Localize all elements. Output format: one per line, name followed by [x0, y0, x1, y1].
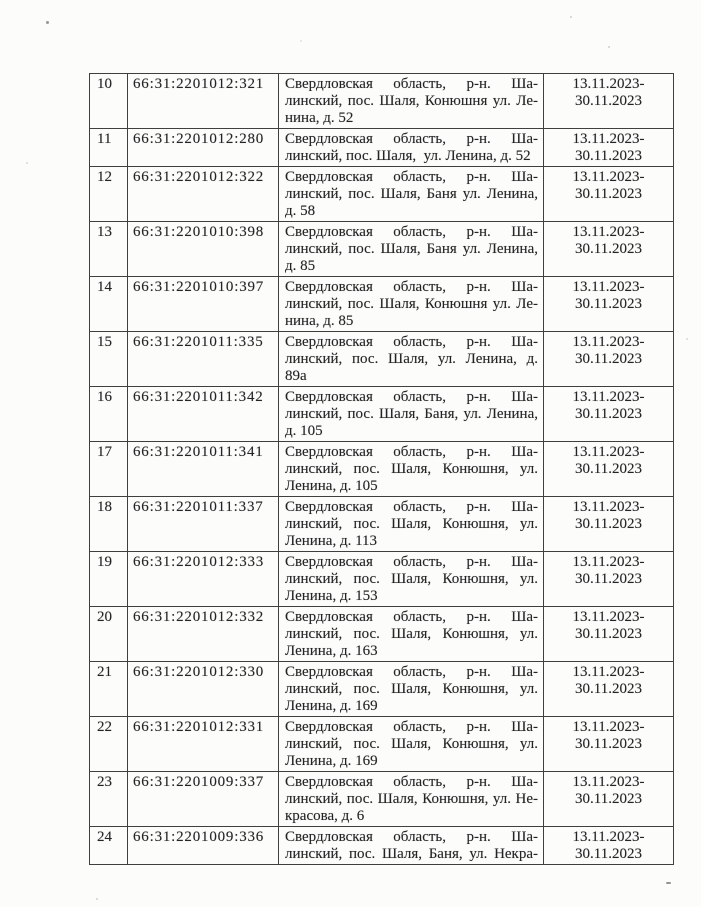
address-cell	[279, 387, 544, 442]
table-row	[90, 332, 674, 387]
address-line: 89а	[285, 368, 307, 384]
cadastral-number-cell: 66:31:2201012:280	[128, 129, 279, 167]
cadastral-number-cell: 66:31:2201012:333	[128, 552, 279, 607]
address-line: Свердловская область, р-н. Ша-	[285, 609, 538, 625]
table-row	[90, 442, 674, 497]
table-row	[90, 662, 674, 717]
period-line: 13.11.2023-	[572, 334, 645, 350]
table-row	[90, 497, 674, 552]
row-number-cell: 22	[90, 717, 128, 772]
table-row	[90, 717, 674, 772]
address-line: Свердловская область, р-н. Ша-	[285, 169, 538, 185]
row-number-cell: 15	[90, 332, 128, 387]
period-cell	[544, 662, 674, 717]
period-line: 13.11.2023-	[572, 554, 645, 570]
address-line: линский, пос. Шаля, Конюшня ул. Ле-	[285, 296, 538, 312]
period-line: 30.11.2023	[575, 516, 642, 532]
period-cell	[544, 717, 674, 772]
period-line: 13.11.2023-	[572, 76, 645, 92]
address-line: линский, пос. Шаля, Баня, ул. Некра-	[285, 846, 538, 862]
period-line: 30.11.2023	[575, 241, 642, 257]
address-cell	[279, 607, 544, 662]
row-number-cell: 10	[90, 74, 128, 129]
period-line: 13.11.2023-	[572, 389, 645, 405]
cadastral-number-cell: 66:31:2201012:322	[128, 167, 279, 222]
row-number-cell: 20	[90, 607, 128, 662]
scan-speck	[686, 338, 688, 340]
address-line: д. 105	[285, 423, 323, 439]
period-cell	[544, 772, 674, 827]
period-line: 30.11.2023	[575, 571, 642, 587]
row-number-cell: 11	[90, 129, 128, 167]
scan-speck	[300, 40, 302, 42]
period-cell	[544, 277, 674, 332]
row-number-cell: 19	[90, 552, 128, 607]
period-line: 13.11.2023-	[572, 499, 645, 515]
row-number-cell: 13	[90, 222, 128, 277]
row-number-cell: 14	[90, 277, 128, 332]
address-line: линский, пос. Шаля, Конюшня, ул.	[285, 736, 538, 752]
period-line: 30.11.2023	[575, 148, 642, 164]
table-row	[90, 607, 674, 662]
period-line: 13.11.2023-	[572, 829, 645, 845]
address-line: линский, пос. Шаля, ул. Ленина, д.	[285, 351, 538, 367]
table-row	[90, 387, 674, 442]
address-line: Свердловская область, р-н. Ша-	[285, 279, 538, 295]
address-cell	[279, 497, 544, 552]
period-line: 13.11.2023-	[572, 131, 645, 147]
row-number-cell: 17	[90, 442, 128, 497]
address-cell	[279, 552, 544, 607]
cadastral-number-cell: 66:31:2201012:321	[128, 74, 279, 129]
cadastral-number-cell: 66:31:2201011:341	[128, 442, 279, 497]
period-cell	[544, 497, 674, 552]
address-line: Свердловская область, р-н. Ша-	[285, 719, 538, 735]
address-line: линский, пос. Шаля, Конюшня, ул.	[285, 626, 538, 642]
period-line: 30.11.2023	[575, 681, 642, 697]
address-line: Свердловская область, р-н. Ша-	[285, 334, 538, 350]
table-row	[90, 222, 674, 277]
table-row	[90, 167, 674, 222]
period-line: 30.11.2023	[575, 406, 642, 422]
period-line: 30.11.2023	[575, 791, 642, 807]
address-cell	[279, 662, 544, 717]
address-line: Свердловская область, р-н. Ша-	[285, 131, 538, 147]
period-cell	[544, 442, 674, 497]
address-line: Свердловская область, р-н. Ша-	[285, 664, 538, 680]
address-line: Свердловская область, р-н. Ша-	[285, 499, 538, 515]
row-number-cell: 21	[90, 662, 128, 717]
address-line: линский, пос. Шаля, ул. Ленина, д. 52	[285, 148, 531, 164]
cadastral-number-cell: 66:31:2201010:398	[128, 222, 279, 277]
address-line: линский, пос. Шаля, Конюшня, ул.	[285, 461, 538, 477]
cadastral-number-cell: 66:31:2201011:342	[128, 387, 279, 442]
scan-speck	[96, 898, 98, 900]
address-line: нина, д. 52	[285, 110, 354, 126]
address-line: Свердловская область, р-н. Ша-	[285, 389, 538, 405]
cadastral-number-cell: 66:31:2201010:397	[128, 277, 279, 332]
address-line: Ленина, д. 163	[285, 643, 378, 659]
period-line: 30.11.2023	[575, 351, 642, 367]
period-line: 30.11.2023	[575, 846, 642, 862]
period-cell	[544, 222, 674, 277]
address-line: Свердловская область, р-н. Ша-	[285, 774, 538, 790]
table-row	[90, 74, 674, 129]
address-line: д. 58	[285, 203, 316, 219]
period-line: 13.11.2023-	[572, 664, 645, 680]
cadastral-number-cell: 66:31:2201011:337	[128, 497, 279, 552]
address-line: линский, пос. Шаля, Конюшня, ул.	[285, 681, 538, 697]
scan-speck	[570, 16, 572, 18]
period-line: 13.11.2023-	[572, 169, 645, 185]
address-line: Свердловская область, р-н. Ша-	[285, 829, 538, 845]
address-line: Свердловская область, р-н. Ша-	[285, 224, 538, 240]
address-cell	[279, 717, 544, 772]
row-number-cell: 12	[90, 167, 128, 222]
period-line: 13.11.2023-	[572, 279, 645, 295]
address-cell	[279, 222, 544, 277]
cadastral-number-cell: 66:31:2201012:332	[128, 607, 279, 662]
table-row	[90, 129, 674, 167]
table-row	[90, 552, 674, 607]
period-cell	[544, 74, 674, 129]
address-line: Ленина, д. 153	[285, 588, 378, 604]
address-line: Свердловская область, р-н. Ша-	[285, 444, 538, 460]
cadastral-number-cell: 66:31:2201012:330	[128, 662, 279, 717]
address-cell	[279, 167, 544, 222]
scan-speck	[666, 882, 671, 884]
row-number-cell: 24	[90, 827, 128, 865]
period-line: 13.11.2023-	[572, 224, 645, 240]
address-line: красова, д. 6	[285, 808, 365, 824]
cadastral-number-cell: 66:31:2201012:331	[128, 717, 279, 772]
period-line: 30.11.2023	[575, 736, 642, 752]
table-row	[90, 827, 674, 865]
period-cell	[544, 129, 674, 167]
table-row	[90, 772, 674, 827]
period-cell	[544, 552, 674, 607]
address-line: д. 85	[285, 258, 316, 274]
address-line: Ленина, д. 169	[285, 698, 378, 714]
period-line: 30.11.2023	[575, 626, 642, 642]
address-line: линский, пос. Шаля, Конюшня, ул. Не-	[285, 791, 538, 807]
address-cell	[279, 74, 544, 129]
period-line: 30.11.2023	[575, 461, 642, 477]
period-line: 13.11.2023-	[572, 444, 645, 460]
period-line: 30.11.2023	[575, 93, 642, 109]
cadastral-number-cell: 66:31:2201011:335	[128, 332, 279, 387]
address-line: Ленина, д. 105	[285, 478, 378, 494]
address-line: линский, пос. Шаля, Баня, ул. Ленина,	[285, 406, 538, 422]
period-line: 30.11.2023	[575, 186, 642, 202]
address-line: линский, пос. Шаля, Конюшня ул. Ле-	[285, 93, 538, 109]
period-line: 13.11.2023-	[572, 719, 645, 735]
address-line: линский, пос. Шаля, Баня ул. Ленина,	[285, 186, 538, 202]
table-row	[90, 277, 674, 332]
period-cell	[544, 827, 674, 865]
period-cell	[544, 387, 674, 442]
address-line: нина, д. 85	[285, 313, 354, 329]
period-cell	[544, 607, 674, 662]
period-line: 30.11.2023	[575, 296, 642, 312]
scan-speck	[608, 46, 610, 48]
address-cell	[279, 827, 544, 865]
address-line: Свердловская область, р-н. Ша-	[285, 76, 538, 92]
address-cell	[279, 772, 544, 827]
period-cell	[544, 332, 674, 387]
period-line: 13.11.2023-	[572, 774, 645, 790]
row-number-cell: 18	[90, 497, 128, 552]
address-cell	[279, 277, 544, 332]
address-line: линский, пос. Шаля, Конюшня, ул.	[285, 516, 538, 532]
row-number-cell: 23	[90, 772, 128, 827]
cadastral-number-cell: 66:31:2201009:337	[128, 772, 279, 827]
address-cell	[279, 129, 544, 167]
period-line: 13.11.2023-	[572, 609, 645, 625]
address-line: линский, пос. Шаля, Баня ул. Ленина,	[285, 241, 538, 257]
scan-speck	[26, 162, 28, 164]
address-cell	[279, 332, 544, 387]
cadastral-number-cell: 66:31:2201009:336	[128, 827, 279, 865]
row-number-cell: 16	[90, 387, 128, 442]
address-line: линский, пос. Шаля, Конюшня, ул.	[285, 571, 538, 587]
scan-speck	[46, 21, 49, 24]
address-line: Свердловская область, р-н. Ша-	[285, 554, 538, 570]
parcels-table	[89, 73, 674, 865]
period-cell	[544, 167, 674, 222]
address-line: Ленина, д. 113	[285, 533, 378, 549]
address-cell	[279, 442, 544, 497]
address-line: Ленина, д. 169	[285, 753, 378, 769]
